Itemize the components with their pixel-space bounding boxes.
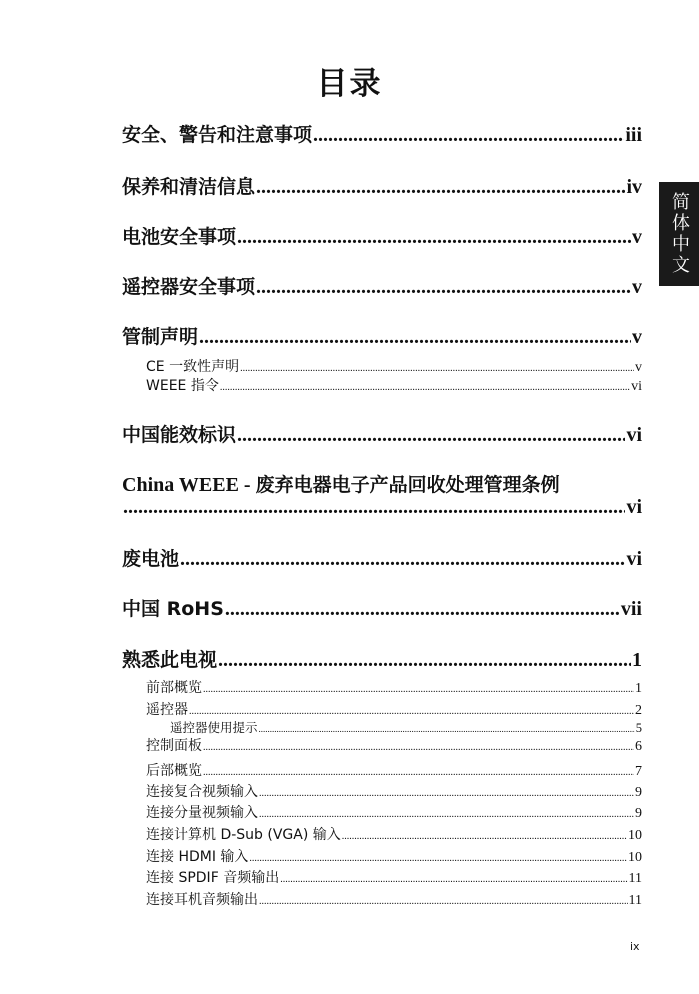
- dot-leader: [203, 684, 634, 695]
- dot-leader: [218, 649, 631, 672]
- toc-page: v: [632, 326, 642, 348]
- toc-label: 连接耳机音频输出: [146, 892, 258, 908]
- language-tab-label: 简体中文: [669, 192, 690, 276]
- toc-label: 遥控器使用提示: [170, 720, 258, 735]
- toc-entry-weee[interactable]: [146, 375, 642, 395]
- dot-leader: [189, 706, 634, 717]
- dot-leader: [123, 496, 625, 519]
- dot-leader: [259, 896, 628, 907]
- toc-entry-china-weee-title[interactable]: [122, 470, 560, 497]
- language-tab: [659, 182, 699, 286]
- toc-page: v: [632, 226, 642, 248]
- toc-label: 连接计算机 D-Sub (VGA) 输入: [146, 827, 341, 843]
- dot-leader: [259, 724, 635, 734]
- toc-entry-safety[interactable]: [122, 120, 642, 147]
- toc-label-chinese: 废弃电器电子产品回收处理管理条例: [255, 474, 560, 496]
- dot-leader: [203, 767, 634, 778]
- toc-label: 安全、警告和注意事项: [122, 124, 313, 146]
- toc-page: iv: [626, 176, 642, 198]
- dot-leader: [180, 548, 625, 571]
- toc-page: iii: [625, 124, 642, 146]
- toc-page: vii: [620, 598, 642, 620]
- toc-label: 连接分量视频输入: [146, 805, 258, 821]
- toc-page: 7: [635, 764, 642, 779]
- toc-label: 熟悉此电视: [122, 649, 218, 671]
- dot-leader: [256, 176, 625, 199]
- dot-leader: [220, 382, 630, 393]
- toc-label: 遥控器: [146, 702, 188, 718]
- toc-entry-headphone[interactable]: [146, 889, 642, 909]
- toc-page: v: [635, 360, 642, 375]
- dot-leader: [259, 809, 634, 820]
- toc-page: 9: [635, 785, 642, 800]
- dot-leader: [256, 276, 631, 299]
- toc-entry-hdmi[interactable]: [146, 846, 642, 866]
- toc-entry-remote[interactable]: [146, 699, 642, 719]
- toc-label: CE 一致性声明: [146, 359, 240, 375]
- toc-page: v: [632, 276, 642, 298]
- toc-entry-regulatory[interactable]: [122, 322, 642, 349]
- toc-label: 前部概览: [146, 680, 202, 696]
- toc-label-latin: China WEEE -: [122, 474, 256, 496]
- dot-leader: [280, 874, 627, 885]
- toc-page: vi: [626, 496, 642, 518]
- toc-label: 连接 HDMI 输入: [146, 849, 249, 865]
- toc-entry-care[interactable]: [122, 172, 642, 199]
- toc-entry-battery-safety[interactable]: [122, 222, 642, 249]
- toc-label: 保养和清洁信息: [122, 176, 256, 198]
- dot-leader: [342, 831, 627, 842]
- dot-leader: [240, 363, 634, 374]
- toc-entry-ce[interactable]: [146, 356, 642, 376]
- toc-page: 10: [628, 850, 642, 865]
- toc-entry-energy-label[interactable]: [122, 420, 642, 447]
- toc-entry-remote-safety[interactable]: [122, 272, 642, 299]
- toc-label: 后部概览: [146, 763, 202, 779]
- toc-entry-front-view[interactable]: [146, 677, 642, 697]
- toc-page: 2: [635, 703, 642, 718]
- toc-entry-china-weee[interactable]: [122, 496, 642, 519]
- toc-page: vi: [626, 424, 642, 446]
- toc-page: 10: [628, 828, 642, 843]
- toc-label: 连接 SPDIF 音频输出: [146, 870, 280, 886]
- toc-page: 6: [635, 739, 642, 754]
- toc-page: 9: [635, 806, 642, 821]
- toc-label: 连接复合视频输入: [146, 784, 258, 800]
- dot-leader: [237, 226, 631, 249]
- dot-leader: [249, 853, 627, 864]
- toc-page: 11: [628, 871, 642, 886]
- toc-entry-china-rohs[interactable]: [122, 594, 642, 621]
- dot-leader: [203, 742, 634, 753]
- toc-entry-dsub[interactable]: [146, 824, 642, 844]
- dot-leader: [199, 326, 631, 349]
- toc-entry-remote-tips[interactable]: [170, 718, 642, 736]
- dot-leader: [259, 788, 634, 799]
- page-title: 目录: [316, 66, 383, 102]
- toc-entry-waste-battery[interactable]: [122, 544, 642, 571]
- toc-page: 1: [635, 681, 642, 696]
- toc-page: 11: [628, 893, 642, 908]
- toc-entry-getting-to-know[interactable]: [122, 645, 642, 672]
- toc-label: 管制声明: [122, 326, 199, 348]
- toc-label: 电池安全事项: [122, 226, 237, 248]
- toc-entry-control-panel[interactable]: [146, 735, 642, 755]
- toc-page: 1: [632, 649, 642, 671]
- toc-entry-composite[interactable]: [146, 781, 642, 801]
- toc-page: 5: [635, 721, 642, 735]
- toc-page: vi: [626, 548, 642, 570]
- toc-page: vi: [631, 379, 642, 394]
- toc-entry-component[interactable]: [146, 802, 642, 822]
- dot-leader: [313, 124, 624, 147]
- toc-entry-rear-view[interactable]: [146, 760, 642, 780]
- toc-label: 中国 RoHS: [122, 598, 224, 620]
- toc-label: 遥控器安全事项: [122, 276, 256, 298]
- dot-leader: [237, 424, 625, 447]
- toc-entry-spdif[interactable]: [146, 867, 642, 887]
- toc-label: 中国能效标识: [122, 424, 237, 446]
- toc-label: 控制面板: [146, 738, 202, 754]
- toc-label: WEEE 指令: [146, 378, 219, 394]
- toc-label: 废电池: [122, 548, 180, 570]
- page-number: ix: [630, 940, 640, 953]
- dot-leader: [225, 598, 620, 621]
